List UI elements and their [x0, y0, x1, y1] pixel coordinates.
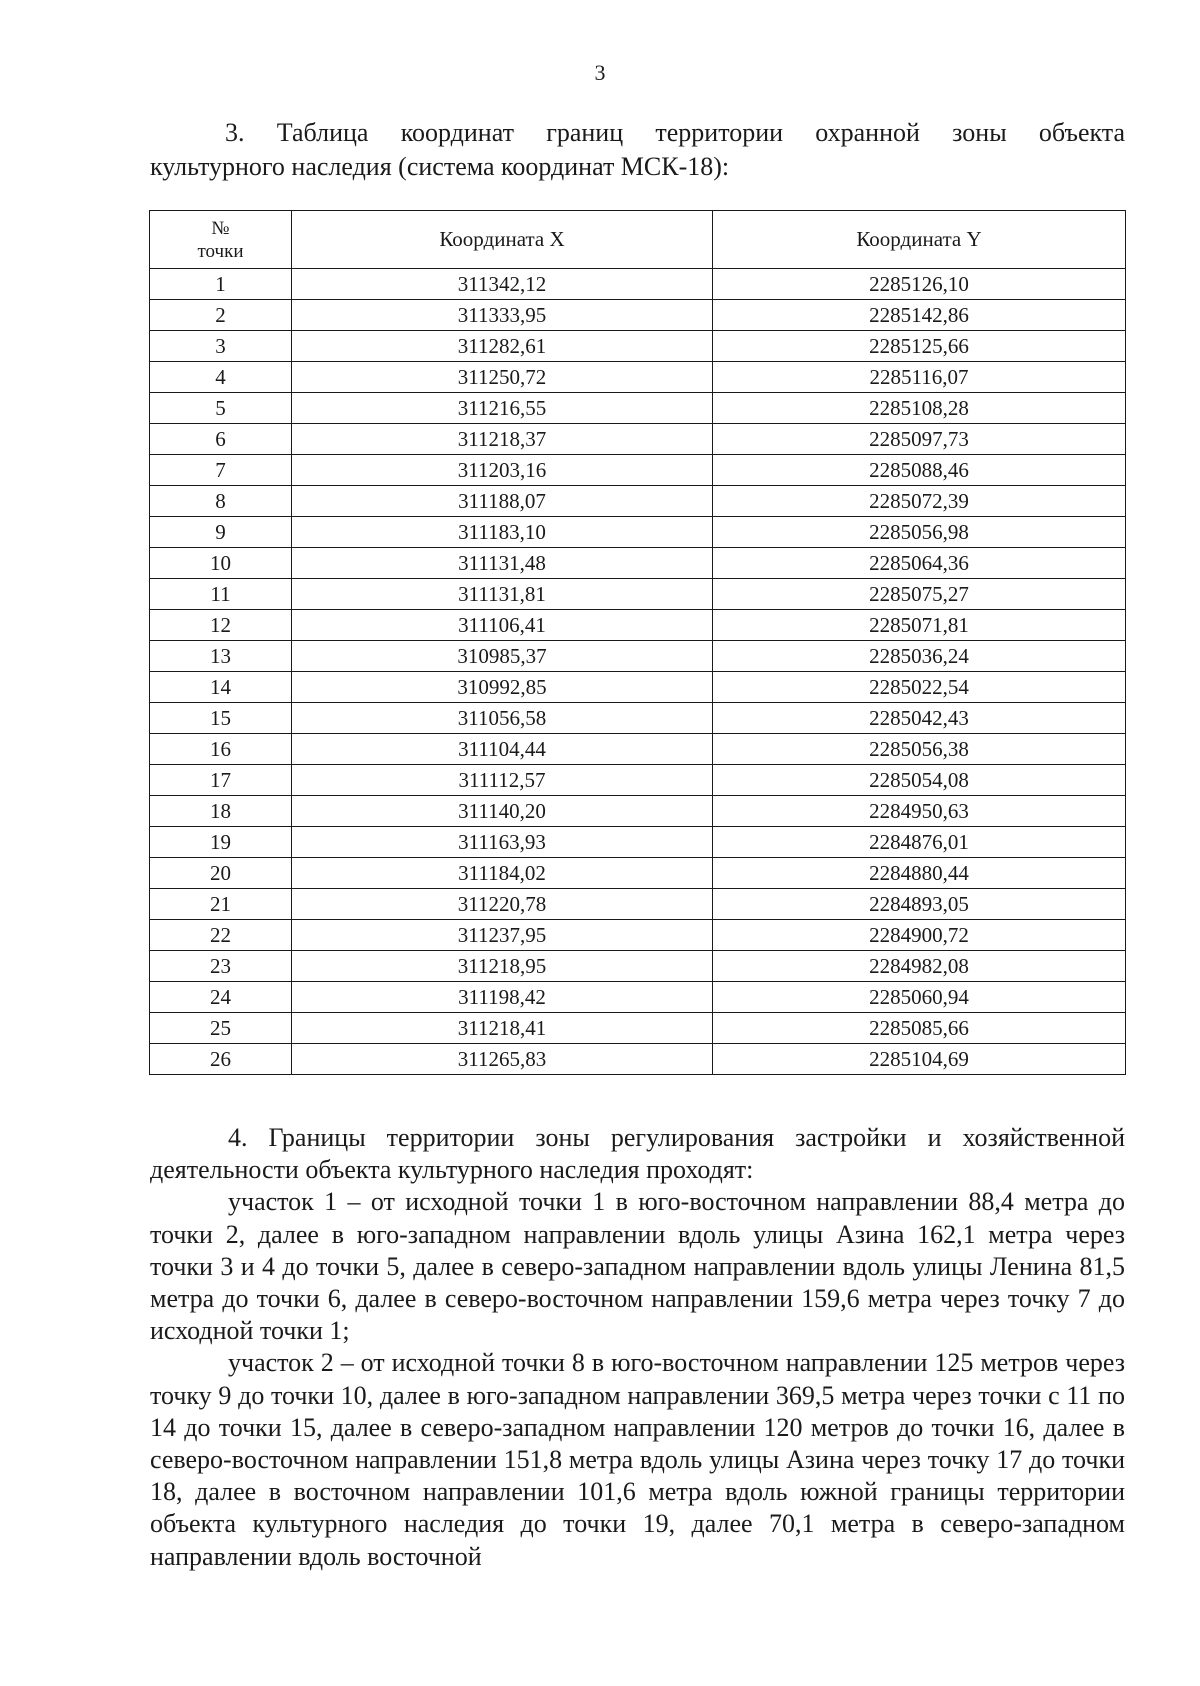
coordinate-x-cell: 311265,83 — [292, 1044, 713, 1075]
point-number-cell: 6 — [150, 424, 292, 455]
table-row — [150, 703, 1126, 734]
table-row — [150, 858, 1126, 889]
point-number-cell: 14 — [150, 672, 292, 703]
table-row — [150, 486, 1126, 517]
coordinate-x-cell: 311140,20 — [292, 796, 713, 827]
point-number-cell: 9 — [150, 517, 292, 548]
coordinate-x-cell: 311237,95 — [292, 920, 713, 951]
coordinate-y-cell: 2285116,07 — [713, 362, 1126, 393]
table-row — [150, 734, 1126, 765]
point-number-cell: 15 — [150, 703, 292, 734]
coordinate-y-cell: 2285072,39 — [713, 486, 1126, 517]
coordinate-x-cell: 311333,95 — [292, 300, 713, 331]
point-number-cell: 5 — [150, 393, 292, 424]
section-3-heading-line1: 3. Таблица координат границ территории охранной зоны объекта — [225, 118, 1125, 147]
point-number-cell: 2 — [150, 300, 292, 331]
point-number-cell: 11 — [150, 579, 292, 610]
coordinate-x-cell: 311198,42 — [292, 982, 713, 1013]
page-number: 3 — [594, 60, 606, 85]
coordinate-x-cell: 311250,72 — [292, 362, 713, 393]
coordinate-y-cell: 2285054,08 — [713, 765, 1126, 796]
coordinate-y-cell: 2284950,63 — [713, 796, 1126, 827]
coordinate-y-cell: 2284876,01 — [713, 827, 1126, 858]
coordinate-y-cell: 2285108,28 — [713, 393, 1126, 424]
coordinate-y-cell: 2285126,10 — [713, 269, 1126, 300]
table-row — [150, 424, 1126, 455]
header-coordinate-x: Координата X — [292, 211, 713, 269]
coordinate-y-cell: 2284900,72 — [713, 920, 1126, 951]
coordinate-x-cell: 311203,16 — [292, 455, 713, 486]
coordinate-y-cell: 2285097,73 — [713, 424, 1126, 455]
coordinate-y-cell: 2285071,81 — [713, 610, 1126, 641]
point-number-cell: 1 — [150, 269, 292, 300]
coordinate-x-cell: 311163,93 — [292, 827, 713, 858]
table-row — [150, 920, 1126, 951]
header-coordinate-y: Координата Y — [713, 211, 1126, 269]
point-number-cell: 20 — [150, 858, 292, 889]
point-number-cell: 26 — [150, 1044, 292, 1075]
point-number-cell: 10 — [150, 548, 292, 579]
coordinate-x-cell: 311104,44 — [292, 734, 713, 765]
table-row — [150, 827, 1126, 858]
coordinate-y-cell: 2285042,43 — [713, 703, 1126, 734]
table-row — [150, 889, 1126, 920]
table-row — [150, 982, 1126, 1013]
table-row — [150, 1044, 1126, 1075]
table-row — [150, 331, 1126, 362]
coordinate-x-cell: 311112,57 — [292, 765, 713, 796]
coordinate-y-cell: 2285104,69 — [713, 1044, 1126, 1075]
table-header-row — [150, 211, 1126, 269]
section-4-paragraph: участок 1 – от исходной точки 1 в юго-восточном направлении 88,4 метра до точки 2, далее в юго-западном направлении вдоль улицы Азина 162,1 метра через точки 3 и 4 до точки 5, далее в северо-западном направлении вдоль улицы Ленина 81,5 метра до точки 6, далее в северо-восточном направлении 159,6 метра через точку 7 до исходной точки 1; — [150, 1187, 1125, 1346]
table-row — [150, 548, 1126, 579]
point-number-cell: 7 — [150, 455, 292, 486]
header-point-number — [150, 211, 292, 269]
coordinate-y-cell: 2285142,86 — [713, 300, 1126, 331]
table-row — [150, 393, 1126, 424]
coordinate-x-cell: 311106,41 — [292, 610, 713, 641]
coordinate-y-cell: 2285125,66 — [713, 331, 1126, 362]
header-number-sign: № — [211, 217, 230, 239]
coordinate-x-cell: 311131,48 — [292, 548, 713, 579]
coordinate-x-cell: 311056,58 — [292, 703, 713, 734]
point-number-cell: 17 — [150, 765, 292, 796]
point-number-cell: 8 — [150, 486, 292, 517]
table-row — [150, 765, 1126, 796]
table-row — [150, 641, 1126, 672]
coordinate-y-cell: 2285022,54 — [713, 672, 1126, 703]
coordinate-y-cell: 2285056,38 — [713, 734, 1126, 765]
point-number-cell: 13 — [150, 641, 292, 672]
section-4-paragraph: участок 2 – от исходной точки 8 в юго-восточном направлении 125 метров через точку 9 до точки 10, далее в юго-западном направлении 369,5 метра через точки с 11 по 14 до точки 15, далее в северо-западном направлении 120 метров до точки 16, далее в северо-восточном направлении 151,8 метра вдоль улицы Азина через точку 17 до точки 18, далее в восточном направлении 101,6 метра вдоль южной границы территории объекта культурного наследия до точки 19, далее 70,1 метра в северо-западном направлении вдоль восточной — [150, 1348, 1125, 1571]
table-row — [150, 362, 1126, 393]
point-number-cell: 19 — [150, 827, 292, 858]
table-row — [150, 1013, 1126, 1044]
table-row — [150, 579, 1126, 610]
coordinate-x-cell: 311220,78 — [292, 889, 713, 920]
coordinate-y-cell: 2285060,94 — [713, 982, 1126, 1013]
table-row — [150, 796, 1126, 827]
point-number-cell: 25 — [150, 1013, 292, 1044]
table-row — [150, 269, 1126, 300]
coordinate-y-cell: 2285085,66 — [713, 1013, 1126, 1044]
coordinate-x-cell: 311188,07 — [292, 486, 713, 517]
point-number-cell: 23 — [150, 951, 292, 982]
point-number-cell: 22 — [150, 920, 292, 951]
coordinate-x-cell: 310992,85 — [292, 672, 713, 703]
table-row — [150, 672, 1126, 703]
coordinate-y-cell: 2285036,24 — [713, 641, 1126, 672]
coordinates-table — [149, 210, 1126, 1075]
header-point-label: точки — [197, 240, 244, 262]
table-row — [150, 300, 1126, 331]
coordinate-x-cell: 310985,37 — [292, 641, 713, 672]
table-row — [150, 610, 1126, 641]
point-number-cell: 3 — [150, 331, 292, 362]
coordinate-y-cell: 2285088,46 — [713, 455, 1126, 486]
point-number-cell: 24 — [150, 982, 292, 1013]
section-3-heading-line2: культурного наследия (система координат МСК-18): — [150, 152, 730, 181]
coordinate-x-cell: 311131,81 — [292, 579, 713, 610]
coordinate-y-cell: 2284982,08 — [713, 951, 1126, 982]
coordinate-x-cell: 311218,95 — [292, 951, 713, 982]
coordinate-y-cell: 2284880,44 — [713, 858, 1126, 889]
coordinate-x-cell: 311183,10 — [292, 517, 713, 548]
point-number-cell: 21 — [150, 889, 292, 920]
coordinate-x-cell: 311218,41 — [292, 1013, 713, 1044]
section-3-heading — [150, 116, 1125, 184]
coordinate-y-cell: 2285064,36 — [713, 548, 1126, 579]
table-body — [150, 269, 1126, 1075]
table-row — [150, 951, 1126, 982]
coordinate-x-cell: 311282,61 — [292, 331, 713, 362]
section-4-body — [150, 1122, 1125, 1573]
point-number-cell: 16 — [150, 734, 292, 765]
table-row — [150, 455, 1126, 486]
coordinate-x-cell: 311342,12 — [292, 269, 713, 300]
section-4-heading: 4. Границы территории зоны регулирования застройки и хозяйственной деятельности объекта культурного наследия проходят: — [150, 1123, 1125, 1185]
point-number-cell: 4 — [150, 362, 292, 393]
coordinate-y-cell: 2285075,27 — [713, 579, 1126, 610]
coordinate-x-cell: 311218,37 — [292, 424, 713, 455]
coordinate-x-cell: 311216,55 — [292, 393, 713, 424]
coordinate-x-cell: 311184,02 — [292, 858, 713, 889]
table-row — [150, 517, 1126, 548]
coordinate-y-cell: 2285056,98 — [713, 517, 1126, 548]
point-number-cell: 12 — [150, 610, 292, 641]
point-number-cell: 18 — [150, 796, 292, 827]
coordinate-y-cell: 2284893,05 — [713, 889, 1126, 920]
